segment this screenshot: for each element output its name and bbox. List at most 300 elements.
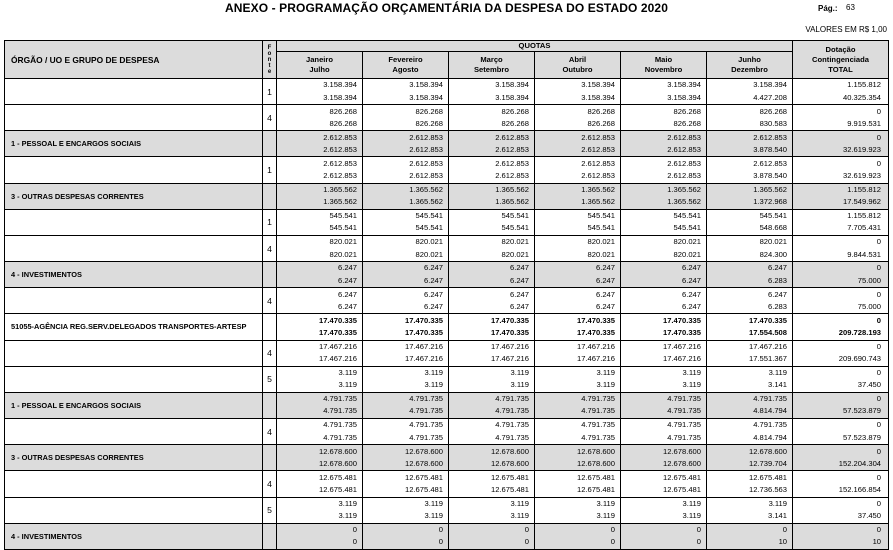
value-first-half: 2.612.853 <box>409 132 443 142</box>
month-name: Dezembro <box>731 65 768 74</box>
value-second-half: 4.791.735 <box>409 406 443 416</box>
value-first-half: 0 <box>876 106 882 116</box>
value-second-half: 75.000 <box>857 301 882 311</box>
value-first-half: 6.247 <box>423 289 443 299</box>
value-second-half: 830.583 <box>759 118 788 128</box>
value-first-half: 2.612.853 <box>495 158 529 168</box>
quota-cell <box>277 419 363 445</box>
value-first-half: 0 <box>876 394 882 404</box>
value-second-half: 2.612.853 <box>323 171 357 181</box>
value-second-half: 4.791.735 <box>409 432 443 442</box>
value-first-half: 3.119 <box>338 368 357 378</box>
row-fonte <box>263 262 277 288</box>
value-second-half: 12.678.600 <box>318 458 357 468</box>
dotacao-cell <box>793 235 889 261</box>
value-first-half: 4.791.735 <box>323 394 357 404</box>
row-fonte: 1 <box>263 79 277 105</box>
quota-cell <box>449 209 535 235</box>
quota-cell <box>707 340 793 366</box>
value-first-half: 1.365.562 <box>581 185 615 194</box>
value-second-half: 12.678.600 <box>490 458 529 468</box>
quota-cell <box>277 314 363 340</box>
quota-cell <box>363 419 449 445</box>
value-first-half: 3.119 <box>424 498 443 508</box>
quota-cell <box>621 419 707 445</box>
quota-cell <box>449 183 535 209</box>
quota-cell <box>621 366 707 392</box>
value-second-half: 4.791.735 <box>495 432 529 442</box>
dotacao-cell <box>793 340 889 366</box>
value-second-half: 2.612.853 <box>409 144 443 154</box>
value-first-half: 4.791.735 <box>409 420 443 430</box>
row-fonte <box>263 183 277 209</box>
quota-cell <box>277 497 363 523</box>
value-first-half: 1.365.562 <box>753 185 788 194</box>
table-row <box>5 131 889 157</box>
quota-cell <box>707 209 793 235</box>
dotacao-line: Dotação <box>825 44 856 54</box>
document-title: ANEXO - PROGRAMAÇÃO ORÇAMENTÁRIA DA DESPESA DO ESTADO 2020 <box>225 1 668 15</box>
value-second-half: 820.021 <box>587 249 615 259</box>
quota-cell <box>277 105 363 131</box>
header-fonte <box>263 41 277 79</box>
quota-cell <box>535 262 621 288</box>
row-label <box>5 340 263 366</box>
value-second-half: 2.612.853 <box>581 171 615 181</box>
value-second-half: 3.158.394 <box>495 92 529 102</box>
quota-cell <box>363 366 449 392</box>
value-second-half: 3.158.394 <box>323 92 357 102</box>
value-second-half: 4.791.735 <box>667 432 701 442</box>
value-second-half: 12.739.704 <box>749 458 788 468</box>
value-first-half: 17.470.335 <box>404 315 443 325</box>
value-first-half: 0 <box>876 446 882 456</box>
quota-cell <box>621 209 707 235</box>
value-second-half: 152.204.304 <box>838 458 882 468</box>
value-second-half: 3.119 <box>510 380 529 390</box>
value-first-half: 2.612.853 <box>409 158 443 168</box>
value-second-half: 12.678.600 <box>662 458 701 468</box>
dotacao-cell <box>793 262 889 288</box>
quota-cell <box>449 419 535 445</box>
row-label: 1 - PESSOAL E ENCARGOS SOCIAIS <box>5 392 263 418</box>
value-second-half: 2.612.853 <box>581 144 615 154</box>
value-second-half: 6.247 <box>509 301 529 311</box>
value-first-half: 820.021 <box>759 237 788 247</box>
value-second-half: 3.119 <box>596 380 615 390</box>
value-second-half: 545.541 <box>587 223 615 233</box>
row-fonte <box>263 523 277 549</box>
quota-cell <box>277 288 363 314</box>
value-second-half: 3.158.394 <box>409 92 443 102</box>
value-first-half: 17.470.335 <box>749 315 788 325</box>
quota-cell <box>707 497 793 523</box>
value-first-half: 545.541 <box>415 211 443 221</box>
value-second-half: 545.541 <box>673 223 701 233</box>
value-first-half: 4.791.735 <box>667 394 701 404</box>
table-row <box>5 523 889 549</box>
value-first-half: 1.155.812 <box>847 80 882 90</box>
value-first-half: 820.021 <box>673 237 701 247</box>
value-second-half: 820.021 <box>415 249 443 259</box>
value-second-half: 17.467.216 <box>662 354 701 364</box>
dotacao-cell <box>793 471 889 497</box>
value-second-half: 820.021 <box>329 249 357 259</box>
table-row <box>5 105 889 131</box>
dotacao-cell <box>793 131 889 157</box>
value-second-half: 10 <box>872 537 882 547</box>
quota-cell <box>363 497 449 523</box>
quota-cell <box>277 471 363 497</box>
header-month-pair <box>707 52 793 79</box>
value-first-half: 820.021 <box>415 237 443 247</box>
value-first-half: 17.470.335 <box>576 315 615 325</box>
value-second-half: 545.541 <box>501 223 529 233</box>
month-name: Janeiro <box>305 55 333 64</box>
value-second-half: 2.612.853 <box>323 144 357 154</box>
row-fonte: 4 <box>263 471 277 497</box>
table-row <box>5 340 889 366</box>
value-first-half: 0 <box>876 289 882 299</box>
value-first-half: 0 <box>876 315 882 325</box>
value-second-half: 57.523.879 <box>843 432 882 442</box>
value-second-half: 1.365.562 <box>323 197 357 207</box>
quota-cell <box>277 131 363 157</box>
value-second-half: 32.619.923 <box>843 171 882 181</box>
month-name: Março <box>480 55 503 64</box>
value-second-half: 17.554.508 <box>749 327 788 337</box>
value-second-half: 6.247 <box>681 275 701 285</box>
quota-cell <box>363 392 449 418</box>
quota-cell <box>449 157 535 183</box>
value-second-half: 6.247 <box>337 301 357 311</box>
dotacao-cell <box>793 523 889 549</box>
value-second-half: 545.541 <box>329 223 357 233</box>
value-second-half: 826.268 <box>329 118 357 128</box>
value-first-half: 6.247 <box>595 289 615 299</box>
value-first-half: 17.467.216 <box>318 341 357 351</box>
value-first-half: 3.158.394 <box>409 80 443 90</box>
value-first-half: 17.467.216 <box>662 341 701 351</box>
value-second-half: 820.021 <box>501 249 529 259</box>
quota-cell <box>621 131 707 157</box>
value-first-half: 0 <box>876 158 882 168</box>
value-second-half: 1.365.562 <box>495 197 529 207</box>
value-first-half: 0 <box>876 341 882 351</box>
table-row <box>5 314 889 340</box>
value-second-half: 57.523.879 <box>843 406 882 416</box>
value-first-half: 545.541 <box>329 211 357 221</box>
value-second-half: 2.612.853 <box>667 144 701 154</box>
value-first-half: 6.247 <box>337 263 357 273</box>
value-second-half: 17.470.335 <box>662 327 701 337</box>
quota-cell <box>621 471 707 497</box>
value-second-half: 3.119 <box>338 380 357 390</box>
value-second-half: 12.675.481 <box>490 484 529 494</box>
value-first-half: 3.119 <box>338 498 357 508</box>
quota-cell <box>707 79 793 105</box>
value-second-half: 12.736.563 <box>749 484 788 494</box>
value-first-half: 0 <box>876 525 882 535</box>
value-first-half: 6.247 <box>681 263 701 273</box>
value-first-half: 17.470.335 <box>662 315 701 325</box>
value-second-half: 4.814.794 <box>753 406 788 416</box>
value-second-half: 3.878.540 <box>753 144 788 154</box>
value-first-half: 3.119 <box>682 498 701 508</box>
value-second-half: 12.675.481 <box>404 484 443 494</box>
value-first-half: 1.365.562 <box>667 185 701 194</box>
value-second-half: 3.119 <box>338 511 357 521</box>
dotacao-cell <box>793 419 889 445</box>
quota-cell <box>707 288 793 314</box>
quota-cell <box>363 340 449 366</box>
quota-cell <box>707 392 793 418</box>
row-fonte: 1 <box>263 209 277 235</box>
quota-cell <box>535 235 621 261</box>
value-first-half: 3.119 <box>596 368 615 378</box>
month-name: Novembro <box>644 65 683 74</box>
value-second-half: 6.283 <box>768 275 788 285</box>
value-first-half: 12.675.481 <box>749 472 788 482</box>
value-second-half: 826.268 <box>673 118 701 128</box>
value-first-half: 2.612.853 <box>753 158 788 168</box>
value-first-half: 545.541 <box>673 211 701 221</box>
value-second-half: 3.119 <box>596 511 615 521</box>
row-fonte: 5 <box>263 366 277 392</box>
value-first-half: 6.247 <box>768 263 788 273</box>
header-month-pair <box>621 52 707 79</box>
value-second-half: 17.470.335 <box>404 327 443 337</box>
row-fonte <box>263 314 277 340</box>
dotacao-cell <box>793 209 889 235</box>
value-second-half: 6.247 <box>337 275 357 285</box>
value-first-half: 3.119 <box>768 368 788 378</box>
table-row <box>5 471 889 497</box>
value-first-half: 3.119 <box>510 368 529 378</box>
value-first-half: 2.612.853 <box>753 132 788 142</box>
value-first-half: 826.268 <box>501 106 529 116</box>
value-second-half: 7.705.431 <box>847 223 882 233</box>
value-second-half: 12.678.600 <box>576 458 615 468</box>
quota-cell <box>535 209 621 235</box>
quota-cell <box>621 79 707 105</box>
table-row <box>5 157 889 183</box>
quota-cell <box>535 392 621 418</box>
value-second-half: 826.268 <box>501 118 529 128</box>
dotacao-line: Contingenciada <box>812 54 869 64</box>
value-first-half: 545.541 <box>759 211 788 221</box>
value-first-half: 3.119 <box>682 368 701 378</box>
value-first-half: 1.155.812 <box>847 211 882 221</box>
value-second-half: 2.612.853 <box>495 171 529 181</box>
quota-cell <box>535 314 621 340</box>
header-month-pair <box>363 52 449 79</box>
value-first-half: 6.247 <box>768 289 788 299</box>
quota-cell <box>277 366 363 392</box>
value-second-half: 0 <box>524 537 529 547</box>
value-second-half: 820.021 <box>673 249 701 259</box>
header-month-pair <box>449 52 535 79</box>
value-second-half: 6.247 <box>423 301 443 311</box>
quota-cell <box>363 445 449 471</box>
value-second-half: 75.000 <box>857 275 882 285</box>
quota-cell <box>621 235 707 261</box>
value-first-half: 3.158.394 <box>495 80 529 90</box>
value-first-half: 12.675.481 <box>662 472 701 482</box>
value-second-half: 32.619.923 <box>843 144 882 154</box>
value-first-half: 3.119 <box>510 498 529 508</box>
value-first-half: 826.268 <box>587 106 615 116</box>
header-orgao: ÓRGÃO / UO E GRUPO DE DESPESA <box>5 41 263 79</box>
value-second-half: 3.119 <box>682 380 701 390</box>
row-fonte: 5 <box>263 497 277 523</box>
header-month-pair <box>535 52 621 79</box>
row-label: 3 - OUTRAS DESPESAS CORRENTES <box>5 183 263 209</box>
table-row <box>5 419 889 445</box>
table-row <box>5 235 889 261</box>
value-second-half: 37.450 <box>857 511 882 521</box>
quota-cell <box>535 419 621 445</box>
value-first-half: 0 <box>876 368 882 378</box>
quota-cell <box>363 79 449 105</box>
quota-cell <box>363 209 449 235</box>
value-second-half: 12.678.600 <box>404 458 443 468</box>
row-label <box>5 419 263 445</box>
value-first-half: 0 <box>876 420 882 430</box>
value-first-half: 826.268 <box>673 106 701 116</box>
value-first-half: 3.158.394 <box>581 80 615 90</box>
value-first-half: 4.791.735 <box>323 420 357 430</box>
row-label: 51055-AGÊNCIA REG.SERV.DELEGADOS TRANSPORTES-ARTESP <box>5 314 263 340</box>
units-note: VALORES EM R$ 1,00 <box>805 25 887 34</box>
value-first-half: 0 <box>610 525 615 535</box>
quota-cell <box>277 340 363 366</box>
fonte-letter: t <box>268 62 271 69</box>
value-first-half: 17.467.216 <box>576 341 615 351</box>
value-second-half: 1.372.968 <box>753 197 788 207</box>
value-first-half: 12.675.481 <box>404 472 443 482</box>
value-first-half: 1.365.562 <box>495 185 529 194</box>
fonte-letter: F <box>267 44 272 51</box>
month-name: Abril <box>568 55 587 64</box>
row-label <box>5 209 263 235</box>
quota-cell <box>449 131 535 157</box>
value-first-half: 2.612.853 <box>667 132 701 142</box>
value-first-half: 17.467.216 <box>749 341 788 351</box>
quota-cell <box>363 157 449 183</box>
value-first-half: 2.612.853 <box>581 158 615 168</box>
value-first-half: 0 <box>524 525 529 535</box>
quota-cell <box>707 183 793 209</box>
value-first-half: 12.678.600 <box>404 446 443 456</box>
month-name: Junho <box>738 55 761 64</box>
quota-cell <box>363 523 449 549</box>
value-second-half: 9.919.531 <box>847 118 882 128</box>
value-second-half: 37.450 <box>857 380 882 390</box>
header-dotacao <box>793 41 889 79</box>
value-first-half: 4.791.735 <box>753 420 788 430</box>
value-first-half: 3.158.394 <box>323 80 357 90</box>
table-row <box>5 445 889 471</box>
quota-cell <box>449 366 535 392</box>
value-first-half: 4.791.735 <box>753 394 788 404</box>
quota-cell <box>621 105 707 131</box>
quota-cell <box>449 288 535 314</box>
row-fonte <box>263 445 277 471</box>
row-fonte: 4 <box>263 235 277 261</box>
row-label <box>5 471 263 497</box>
dotacao-cell <box>793 445 889 471</box>
value-second-half: 17.470.335 <box>576 327 615 337</box>
dotacao-cell <box>793 183 889 209</box>
value-second-half: 17.467.216 <box>318 354 357 364</box>
quota-cell <box>707 262 793 288</box>
value-second-half: 2.612.853 <box>409 171 443 181</box>
row-label: 4 - INVESTIMENTOS <box>5 262 263 288</box>
value-second-half: 0 <box>610 537 615 547</box>
value-second-half: 17.551.367 <box>749 354 788 364</box>
value-first-half: 0 <box>438 525 443 535</box>
dotacao-cell <box>793 366 889 392</box>
quota-cell <box>621 288 707 314</box>
value-second-half: 3.158.394 <box>667 92 701 102</box>
quota-cell <box>707 105 793 131</box>
value-second-half: 17.467.216 <box>576 354 615 364</box>
quota-cell <box>707 131 793 157</box>
quota-cell <box>363 183 449 209</box>
quota-cell <box>621 183 707 209</box>
quota-cell <box>363 131 449 157</box>
value-first-half: 6.247 <box>595 263 615 273</box>
value-first-half: 12.675.481 <box>490 472 529 482</box>
table-row <box>5 209 889 235</box>
value-first-half: 2.612.853 <box>323 132 357 142</box>
row-fonte <box>263 131 277 157</box>
value-first-half: 4.791.735 <box>667 420 701 430</box>
value-first-half: 3.119 <box>596 498 615 508</box>
value-second-half: 9.844.531 <box>847 249 882 259</box>
quota-cell <box>707 314 793 340</box>
quota-cell <box>277 235 363 261</box>
quota-cell <box>277 157 363 183</box>
value-second-half: 152.166.854 <box>838 484 882 494</box>
value-second-half: 17.467.216 <box>490 354 529 364</box>
quota-cell <box>535 497 621 523</box>
value-second-half: 0 <box>352 537 357 547</box>
quota-cell <box>449 79 535 105</box>
fonte-letter: e <box>267 68 272 75</box>
value-first-half: 545.541 <box>587 211 615 221</box>
value-second-half: 2.612.853 <box>495 144 529 154</box>
month-name: Agosto <box>392 65 419 74</box>
value-first-half: 2.612.853 <box>581 132 615 142</box>
dotacao-cell <box>793 157 889 183</box>
row-fonte: 4 <box>263 419 277 445</box>
value-first-half: 2.612.853 <box>323 158 357 168</box>
value-second-half: 6.247 <box>681 301 701 311</box>
quota-cell <box>277 445 363 471</box>
quota-cell <box>535 288 621 314</box>
value-second-half: 209.728.193 <box>838 327 882 337</box>
value-second-half: 826.268 <box>587 118 615 128</box>
quota-cell <box>707 471 793 497</box>
value-second-half: 4.791.735 <box>667 406 701 416</box>
month-name: Outubro <box>562 65 593 74</box>
dotacao-cell <box>793 79 889 105</box>
quota-cell <box>277 79 363 105</box>
table-row <box>5 79 889 105</box>
value-first-half: 6.247 <box>509 263 529 273</box>
